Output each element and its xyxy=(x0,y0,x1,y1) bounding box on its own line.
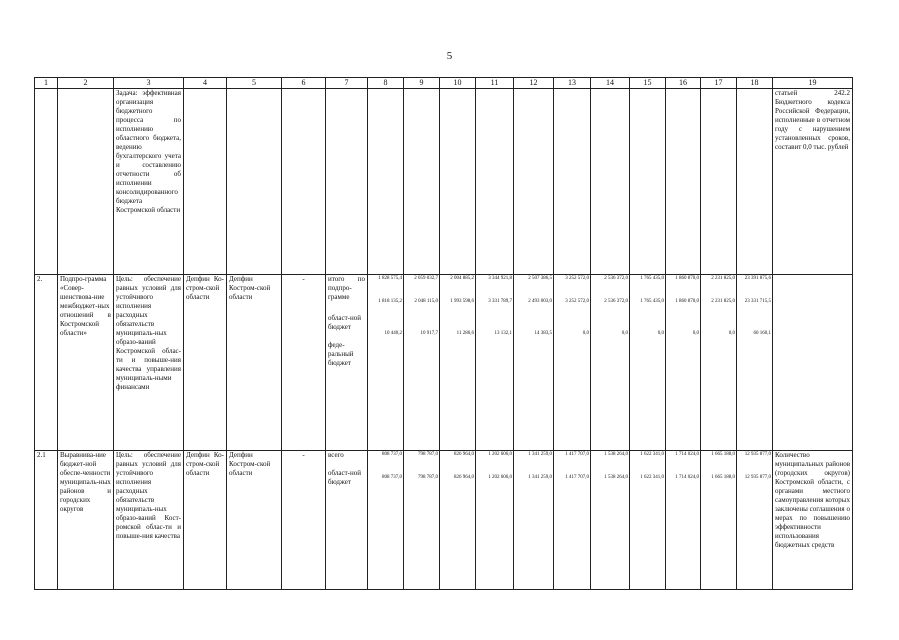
value: 1 818 135,2 xyxy=(378,299,402,304)
task-goal-cell: Задача: эффективная организация бюджетного процесса по исполнению областного бюджета, ведению бухгалтерского учета и составлению отчетности об исполнении консолидированного бюджета Костромской области xyxy=(114,89,184,275)
value: 0,0 xyxy=(692,331,699,336)
value: 2 507 386,5 xyxy=(528,276,552,281)
value-cell-y5 xyxy=(514,275,554,451)
col-1: 1 xyxy=(35,78,58,89)
value-cell-y1 xyxy=(368,451,404,590)
col-14: 14 xyxy=(591,78,630,89)
value: 1 860 870,0 xyxy=(675,299,699,304)
column-number-row xyxy=(35,78,853,89)
value: 1 860 870,0 xyxy=(675,276,699,281)
value: 3 331 789,7 xyxy=(488,299,512,304)
task-indicator-cell: статьей 242.2 Бюджетного кодекса Российской Федерации, исполненные в отчетном году с нарушением установленных сроков, составит 0,0 тыс. рублей xyxy=(773,89,853,275)
value: 798 787,0 xyxy=(418,475,438,480)
source-regional: област-ной бюджет xyxy=(328,469,361,486)
value-cell-y10 xyxy=(701,275,737,451)
measure-name: Выравнива-ние бюджет-ной обеспе-ченности муниципаль-ных районов и городских округов xyxy=(58,451,114,590)
coexecutor-cell: Депфин Костром-ской области xyxy=(227,451,282,590)
value: 1 665 188,0 xyxy=(711,452,735,457)
dash-cell: - xyxy=(282,451,326,590)
page-number: 5 xyxy=(446,50,453,62)
value: 2 231 825,0 xyxy=(711,276,735,281)
value: 3 252 572,0 xyxy=(565,299,589,304)
value-cell-y5 xyxy=(514,451,554,590)
col-17: 17 xyxy=(701,78,737,89)
value: 1 665 188,0 xyxy=(711,475,735,480)
value: 10 440,2 xyxy=(384,331,402,336)
subprogram-goal: Цель: обеспечение равных условий для устойчивого исполнения расходных обязательств муниципаль-ных образо-ваний Костромской облас-ти и повыше-ния качества управления муниципаль-ными финансами xyxy=(114,275,184,451)
col-11: 11 xyxy=(476,78,514,89)
value-cell-y6 xyxy=(554,275,591,451)
value-cell-y8 xyxy=(630,275,666,451)
col-9: 9 xyxy=(404,78,440,89)
value: 0,0 xyxy=(728,331,735,336)
value: 826 964,0 xyxy=(454,452,474,457)
value: 23 391 875,6 xyxy=(744,276,771,281)
value: 2 536 372,0 xyxy=(604,299,628,304)
value: 14 383,5 xyxy=(534,331,552,336)
col-5: 5 xyxy=(227,78,282,89)
value-cell-y8 xyxy=(630,451,666,590)
executor-cell: Депфин Ко-стром-ской области xyxy=(184,451,227,590)
col-4: 4 xyxy=(184,78,227,89)
row-number: 2. xyxy=(35,275,58,451)
value: 826 964,0 xyxy=(454,475,474,480)
col-18: 18 xyxy=(737,78,773,89)
value: 798 787,0 xyxy=(418,452,438,457)
row-number: 2.1 xyxy=(35,451,58,590)
value: 1 714 024,0 xyxy=(675,452,699,457)
value: 1 341 259,0 xyxy=(528,475,552,480)
value: 10 917,7 xyxy=(420,331,438,336)
coexecutor-cell: Депфин Костром-ской области xyxy=(227,275,282,451)
value-cell-y9 xyxy=(666,275,701,451)
value: 3 344 921,8 xyxy=(488,276,512,281)
executor-cell: Депфин Ко-стром-ской области xyxy=(184,275,227,451)
col-3: 3 xyxy=(114,78,184,89)
value: 1 765 435,0 xyxy=(640,276,664,281)
value: 2 059 032,7 xyxy=(414,276,438,281)
value: 1 538 264,0 xyxy=(604,452,628,457)
value: 808 737,0 xyxy=(382,475,402,480)
funding-source-cell xyxy=(326,275,368,451)
value: 12 935 877,0 xyxy=(744,475,771,480)
value: 1 993 598,6 xyxy=(450,299,474,304)
value-cell-total xyxy=(737,451,773,590)
value: 2 004 885,2 xyxy=(450,276,474,281)
col-8: 8 xyxy=(368,78,404,89)
value-cell-y7 xyxy=(591,275,630,451)
value-cell-y4 xyxy=(476,275,514,451)
value: 1 765 435,0 xyxy=(640,299,664,304)
col-6: 6 xyxy=(282,78,326,89)
value: 23 331 715,5 xyxy=(744,299,771,304)
value: 1 202 606,0 xyxy=(488,452,512,457)
value-cell-y2 xyxy=(404,451,440,590)
value: 13 132,1 xyxy=(494,331,512,336)
value-cell-y3 xyxy=(440,275,476,451)
value: 1 714 024,0 xyxy=(675,475,699,480)
value: 1 341 259,0 xyxy=(528,452,552,457)
value: 60 160,1 xyxy=(753,331,771,336)
value: 12 935 877,0 xyxy=(744,452,771,457)
value: 1 622 341,0 xyxy=(640,475,664,480)
value: 2 536 372,0 xyxy=(604,276,628,281)
value-cell-y6 xyxy=(554,451,591,590)
col-10: 10 xyxy=(440,78,476,89)
value: 0,0 xyxy=(582,331,589,336)
program-table xyxy=(34,77,853,590)
source-regional: област-ной бюджет xyxy=(328,314,361,331)
value: 1 622 341,0 xyxy=(640,452,664,457)
col-15: 15 xyxy=(630,78,666,89)
value-cell-y2 xyxy=(404,275,440,451)
col-12: 12 xyxy=(514,78,554,89)
value-cell-y1 xyxy=(368,275,404,451)
indicator-cell-empty xyxy=(773,275,853,451)
value: 2 048 115,0 xyxy=(414,299,438,304)
col-2: 2 xyxy=(58,78,114,89)
value: 0,0 xyxy=(621,331,628,336)
value: 1 828 575,4 xyxy=(378,276,402,281)
measure-indicator-cell: Количество муниципальных районов (городских округов) Костромской области, с органами местного самоуправления которых заключены соглашения о мерах по повышению эффективности использования бюджетных средств xyxy=(773,451,853,590)
value: 2 493 003,0 xyxy=(528,299,552,304)
value: 1 417 707,0 xyxy=(565,475,589,480)
measure-goal: Цель: обеспечение равных условий для устойчивого исполнения расходных обязательств муниципаль-ных образо-ваний Кост-ромской облас-ти и повыше-ния качества xyxy=(114,451,184,590)
measure-row xyxy=(35,451,853,590)
value-cell-total xyxy=(737,275,773,451)
value: 0,0 xyxy=(657,331,664,336)
value: 3 252 572,0 xyxy=(565,276,589,281)
value-cell-y7 xyxy=(591,451,630,590)
col-19: 19 xyxy=(773,78,853,89)
value: 1 202 606,0 xyxy=(488,475,512,480)
col-7: 7 xyxy=(326,78,368,89)
col-13: 13 xyxy=(554,78,591,89)
value: 808 737,0 xyxy=(382,452,402,457)
value: 2 231 825,0 xyxy=(711,299,735,304)
subprogram-name: Подпро-грамма «Совер-шенствова-ние межбюджет-ных отношений в Костромской области» xyxy=(58,275,114,451)
subprogram-row xyxy=(35,275,853,451)
value-cell-y4 xyxy=(476,451,514,590)
funding-source-cell xyxy=(326,451,368,590)
source-federal: феде-ральный бюджет xyxy=(328,341,354,367)
value: 1 417 707,0 xyxy=(565,452,589,457)
value-cell-y9 xyxy=(666,451,701,590)
value-cell-y3 xyxy=(440,451,476,590)
source-total: итого по подпро-грамме xyxy=(328,275,365,301)
value: 11 286,6 xyxy=(456,331,474,336)
value-cell-y10 xyxy=(701,451,737,590)
value: 1 538 264,0 xyxy=(604,475,628,480)
col-16: 16 xyxy=(666,78,701,89)
source-total: всего xyxy=(328,451,344,459)
task-row xyxy=(35,89,853,275)
dash-cell: - xyxy=(282,275,326,451)
